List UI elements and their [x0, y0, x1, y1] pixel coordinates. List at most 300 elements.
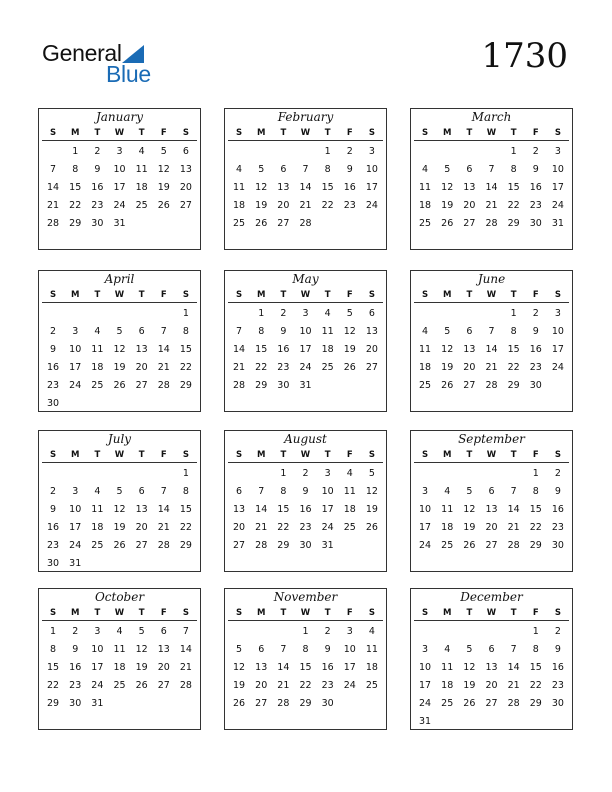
day-cell: 3	[324, 468, 331, 479]
day-cell: 25	[365, 680, 378, 691]
day-cell: 11	[343, 486, 356, 497]
day-cell: 28	[179, 680, 192, 691]
weekday-label: M	[442, 608, 452, 618]
day-cell: 31	[91, 698, 104, 709]
day-cell: 2	[346, 146, 353, 157]
day-cell: 6	[182, 146, 189, 157]
day-cell: 21	[179, 662, 192, 673]
day-cell: 17	[365, 182, 378, 193]
day-cell: 6	[138, 326, 145, 337]
day-cell: 24	[343, 680, 356, 691]
day-cell: 16	[277, 344, 290, 355]
day-cell: 16	[299, 504, 312, 515]
days-grid	[228, 305, 383, 395]
day-cell: 10	[91, 644, 104, 655]
day-cell: 20	[135, 362, 148, 373]
day-cell: 30	[69, 698, 82, 709]
day-cell: 3	[554, 308, 561, 319]
day-cell: 5	[444, 326, 451, 337]
day-cell: 27	[463, 380, 476, 391]
day-cell: 11	[91, 344, 104, 355]
day-cell: 21	[507, 680, 520, 691]
day-cell: 26	[233, 698, 246, 709]
day-cell: 20	[485, 522, 498, 533]
weekday-label: S	[368, 128, 375, 138]
month-name: July	[107, 432, 132, 446]
weekday-label: S	[50, 608, 57, 618]
day-cell: 13	[485, 662, 498, 673]
day-cell: 19	[233, 680, 246, 691]
day-cell: 9	[324, 644, 331, 655]
day-cell: 26	[365, 522, 378, 533]
empty-day-cell	[228, 623, 250, 641]
weekday-label: T	[138, 128, 145, 138]
day-cell: 16	[91, 182, 104, 193]
weekday-label: S	[50, 450, 57, 460]
day-cell: 13	[179, 164, 192, 175]
day-cell: 17	[419, 680, 432, 691]
day-cell: 20	[157, 662, 170, 673]
logo-blue-text: Blue	[106, 61, 151, 87]
weekday-label: S	[182, 128, 189, 138]
day-cell: 7	[182, 626, 189, 637]
day-cell: 7	[488, 164, 495, 175]
weekday-label: S	[182, 450, 189, 460]
day-cell: 16	[69, 662, 82, 673]
days-grid	[42, 305, 197, 413]
weekday-label: S	[422, 290, 429, 300]
day-cell: 31	[321, 540, 334, 551]
day-cell: 31	[113, 218, 126, 229]
empty-day-cell	[458, 305, 480, 323]
month-name: May	[292, 272, 319, 286]
day-cell: 2	[532, 146, 539, 157]
day-cell: 22	[529, 522, 542, 533]
day-cell: 27	[179, 200, 192, 211]
day-cell: 2	[554, 626, 561, 637]
day-cell: 13	[157, 644, 170, 655]
day-cell: 4	[116, 626, 123, 637]
day-cell: 23	[69, 680, 82, 691]
day-cell: 22	[255, 362, 268, 373]
day-cell: 4	[346, 468, 353, 479]
month-april	[38, 270, 201, 412]
day-cell: 2	[72, 626, 79, 637]
day-cell: 7	[258, 486, 265, 497]
day-cell: 27	[277, 218, 290, 229]
weekday-header	[42, 288, 197, 303]
weekday-label: T	[94, 608, 101, 618]
day-cell: 12	[343, 326, 356, 337]
weekday-label: T	[94, 128, 101, 138]
day-cell: 6	[488, 644, 495, 655]
day-cell: 11	[321, 326, 334, 337]
day-cell: 29	[529, 698, 542, 709]
day-cell: 15	[299, 662, 312, 673]
day-cell: 11	[419, 344, 432, 355]
weekday-label: F	[532, 450, 539, 460]
day-cell: 15	[507, 344, 520, 355]
day-cell: 12	[157, 164, 170, 175]
empty-day-cell	[414, 305, 436, 323]
day-cell: 12	[255, 182, 268, 193]
day-cell: 7	[160, 486, 167, 497]
month-october	[38, 588, 201, 730]
day-cell: 8	[532, 486, 539, 497]
day-cell: 1	[72, 146, 79, 157]
weekday-label: S	[554, 290, 561, 300]
day-cell: 28	[485, 218, 498, 229]
empty-day-cell	[131, 465, 153, 483]
day-cell: 21	[157, 362, 170, 373]
day-cell: 10	[551, 326, 564, 337]
day-cell: 29	[47, 698, 60, 709]
day-cell: 18	[419, 200, 432, 211]
day-cell: 7	[510, 644, 517, 655]
day-cell: 12	[135, 644, 148, 655]
day-cell: 31	[69, 558, 82, 569]
day-cell: 25	[233, 218, 246, 229]
weekday-label: W	[114, 290, 125, 300]
day-cell: 11	[135, 164, 148, 175]
day-cell: 31	[551, 218, 564, 229]
month-name: September	[458, 432, 525, 446]
day-cell: 17	[69, 522, 82, 533]
day-cell: 12	[441, 344, 454, 355]
day-cell: 24	[419, 698, 432, 709]
day-cell: 12	[441, 182, 454, 193]
weekday-label: M	[70, 608, 80, 618]
day-cell: 23	[529, 200, 542, 211]
day-cell: 22	[179, 522, 192, 533]
day-cell: 20	[463, 362, 476, 373]
day-cell: 27	[157, 680, 170, 691]
day-cell: 22	[321, 200, 334, 211]
day-cell: 6	[160, 626, 167, 637]
day-cell: 22	[507, 200, 520, 211]
day-cell: 17	[551, 344, 564, 355]
weekday-label: S	[182, 608, 189, 618]
day-cell: 24	[551, 200, 564, 211]
day-cell: 11	[441, 662, 454, 673]
day-cell: 24	[91, 680, 104, 691]
day-cell: 5	[116, 486, 123, 497]
day-cell: 6	[280, 164, 287, 175]
days-grid	[414, 623, 569, 731]
day-cell: 18	[441, 522, 454, 533]
day-cell: 22	[299, 680, 312, 691]
day-cell: 30	[551, 540, 564, 551]
weekday-header	[228, 288, 383, 303]
day-cell: 4	[236, 164, 243, 175]
day-cell: 11	[419, 182, 432, 193]
day-cell: 20	[233, 522, 246, 533]
day-cell: 21	[485, 200, 498, 211]
day-cell: 23	[343, 200, 356, 211]
day-cell: 9	[50, 344, 57, 355]
day-cell: 22	[47, 680, 60, 691]
day-cell: 24	[69, 540, 82, 551]
month-january	[38, 108, 201, 250]
logo-general-text: General	[42, 40, 122, 66]
day-cell: 18	[441, 680, 454, 691]
day-cell: 3	[302, 308, 309, 319]
day-cell: 14	[255, 504, 268, 515]
month-name: November	[273, 590, 338, 604]
day-cell: 29	[179, 380, 192, 391]
day-cell: 5	[346, 308, 353, 319]
day-cell: 3	[346, 626, 353, 637]
weekday-label: T	[466, 290, 473, 300]
day-cell: 17	[321, 504, 334, 515]
weekday-header	[228, 448, 383, 463]
weekday-label: M	[70, 128, 80, 138]
days-grid	[228, 143, 383, 233]
weekday-label: S	[50, 290, 57, 300]
day-cell: 4	[94, 486, 101, 497]
weekday-label: S	[422, 450, 429, 460]
day-cell: 23	[91, 200, 104, 211]
day-cell: 13	[485, 504, 498, 515]
empty-day-cell	[458, 623, 480, 641]
day-cell: 13	[463, 344, 476, 355]
day-cell: 13	[135, 504, 148, 515]
day-cell: 8	[258, 326, 265, 337]
day-cell: 18	[321, 344, 334, 355]
weekday-label: W	[486, 450, 497, 460]
day-cell: 13	[135, 344, 148, 355]
day-cell: 9	[532, 326, 539, 337]
day-cell: 1	[532, 468, 539, 479]
month-name: March	[471, 110, 512, 124]
day-cell: 28	[277, 698, 290, 709]
day-cell: 19	[255, 200, 268, 211]
day-cell: 2	[94, 146, 101, 157]
day-cell: 27	[135, 540, 148, 551]
day-cell: 25	[321, 362, 334, 373]
day-cell: 17	[69, 362, 82, 373]
weekday-header	[414, 606, 569, 621]
empty-day-cell	[436, 623, 458, 641]
weekday-label: S	[422, 128, 429, 138]
day-cell: 14	[233, 344, 246, 355]
day-cell: 9	[554, 486, 561, 497]
day-cell: 14	[277, 662, 290, 673]
weekday-label: T	[324, 608, 331, 618]
day-cell: 30	[47, 398, 60, 409]
day-cell: 16	[529, 344, 542, 355]
weekday-header	[414, 126, 569, 141]
weekday-label: T	[280, 128, 287, 138]
day-cell: 15	[507, 182, 520, 193]
year-title: 1730	[481, 36, 568, 76]
day-cell: 7	[236, 326, 243, 337]
day-cell: 26	[463, 698, 476, 709]
weekday-label: F	[160, 450, 167, 460]
day-cell: 25	[135, 200, 148, 211]
day-cell: 2	[532, 308, 539, 319]
day-cell: 19	[441, 362, 454, 373]
day-cell: 24	[321, 522, 334, 533]
day-cell: 9	[532, 164, 539, 175]
month-february	[224, 108, 387, 250]
day-cell: 25	[441, 698, 454, 709]
day-cell: 13	[463, 182, 476, 193]
day-cell: 5	[368, 468, 375, 479]
day-cell: 2	[554, 468, 561, 479]
day-cell: 3	[422, 486, 429, 497]
weekday-label: T	[138, 608, 145, 618]
day-cell: 27	[255, 698, 268, 709]
empty-day-cell	[414, 623, 436, 641]
day-cell: 14	[485, 182, 498, 193]
day-cell: 1	[182, 468, 189, 479]
weekday-label: W	[300, 608, 311, 618]
weekday-label: M	[256, 608, 266, 618]
day-cell: 13	[255, 662, 268, 673]
weekday-label: T	[94, 290, 101, 300]
day-cell: 6	[236, 486, 243, 497]
day-cell: 20	[485, 680, 498, 691]
day-cell: 21	[299, 200, 312, 211]
weekday-header	[228, 126, 383, 141]
month-july	[38, 430, 201, 572]
weekday-label: F	[532, 290, 539, 300]
day-cell: 23	[47, 540, 60, 551]
day-cell: 29	[507, 218, 520, 229]
empty-day-cell	[414, 143, 436, 161]
empty-day-cell	[480, 465, 502, 483]
day-cell: 4	[94, 326, 101, 337]
empty-day-cell	[64, 305, 86, 323]
day-cell: 3	[368, 146, 375, 157]
weekday-label: F	[346, 128, 353, 138]
day-cell: 15	[179, 344, 192, 355]
day-cell: 14	[157, 504, 170, 515]
day-cell: 23	[277, 362, 290, 373]
day-cell: 2	[50, 326, 57, 337]
day-cell: 28	[47, 218, 60, 229]
day-cell: 2	[324, 626, 331, 637]
weekday-header	[228, 606, 383, 621]
day-cell: 23	[551, 680, 564, 691]
empty-day-cell	[436, 143, 458, 161]
day-cell: 19	[463, 680, 476, 691]
day-cell: 16	[529, 182, 542, 193]
empty-day-cell	[108, 465, 130, 483]
weekday-label: T	[280, 608, 287, 618]
weekday-header	[42, 606, 197, 621]
day-cell: 19	[113, 522, 126, 533]
empty-day-cell	[86, 305, 108, 323]
weekday-label: M	[70, 450, 80, 460]
day-cell: 5	[138, 626, 145, 637]
day-cell: 3	[422, 644, 429, 655]
weekday-label: T	[510, 608, 517, 618]
day-cell: 30	[551, 698, 564, 709]
day-cell: 6	[368, 308, 375, 319]
day-cell: 20	[365, 344, 378, 355]
day-cell: 4	[138, 146, 145, 157]
day-cell: 10	[321, 486, 334, 497]
day-cell: 20	[463, 200, 476, 211]
weekday-label: T	[138, 450, 145, 460]
day-cell: 25	[91, 540, 104, 551]
day-cell: 19	[441, 200, 454, 211]
day-cell: 12	[365, 486, 378, 497]
month-august	[224, 430, 387, 572]
day-cell: 6	[466, 164, 473, 175]
day-cell: 3	[72, 326, 79, 337]
day-cell: 7	[510, 486, 517, 497]
day-cell: 17	[419, 522, 432, 533]
empty-day-cell	[153, 305, 175, 323]
weekday-label: T	[510, 290, 517, 300]
day-cell: 23	[299, 522, 312, 533]
day-cell: 3	[72, 486, 79, 497]
day-cell: 17	[113, 182, 126, 193]
day-cell: 23	[321, 680, 334, 691]
day-cell: 24	[299, 362, 312, 373]
empty-day-cell	[64, 465, 86, 483]
day-cell: 28	[157, 380, 170, 391]
day-cell: 28	[507, 540, 520, 551]
month-name: October	[94, 590, 145, 604]
day-cell: 12	[463, 504, 476, 515]
day-cell: 30	[529, 218, 542, 229]
day-cell: 9	[72, 644, 79, 655]
month-name: December	[460, 590, 523, 604]
day-cell: 29	[529, 540, 542, 551]
day-cell: 9	[280, 326, 287, 337]
day-cell: 25	[441, 540, 454, 551]
day-cell: 24	[69, 380, 82, 391]
weekday-label: W	[486, 290, 497, 300]
weekday-label: W	[114, 450, 125, 460]
empty-day-cell	[42, 465, 64, 483]
day-cell: 12	[233, 662, 246, 673]
weekday-label: T	[466, 128, 473, 138]
day-cell: 16	[343, 182, 356, 193]
day-cell: 21	[157, 522, 170, 533]
day-cell: 15	[179, 504, 192, 515]
day-cell: 15	[255, 344, 268, 355]
day-cell: 27	[485, 540, 498, 551]
day-cell: 8	[50, 644, 57, 655]
day-cell: 9	[94, 164, 101, 175]
empty-day-cell	[436, 305, 458, 323]
weekday-label: W	[114, 128, 125, 138]
day-cell: 25	[419, 380, 432, 391]
day-cell: 26	[441, 380, 454, 391]
day-cell: 13	[233, 504, 246, 515]
day-cell: 5	[466, 486, 473, 497]
day-cell: 7	[302, 164, 309, 175]
empty-day-cell	[480, 143, 502, 161]
day-cell: 20	[179, 182, 192, 193]
weekday-label: F	[346, 450, 353, 460]
day-cell: 12	[113, 504, 126, 515]
weekday-label: W	[114, 608, 125, 618]
day-cell: 20	[135, 522, 148, 533]
day-cell: 21	[47, 200, 60, 211]
day-cell: 22	[179, 362, 192, 373]
day-cell: 29	[277, 540, 290, 551]
day-cell: 22	[69, 200, 82, 211]
day-cell: 1	[302, 626, 309, 637]
day-cell: 19	[365, 504, 378, 515]
day-cell: 15	[529, 504, 542, 515]
